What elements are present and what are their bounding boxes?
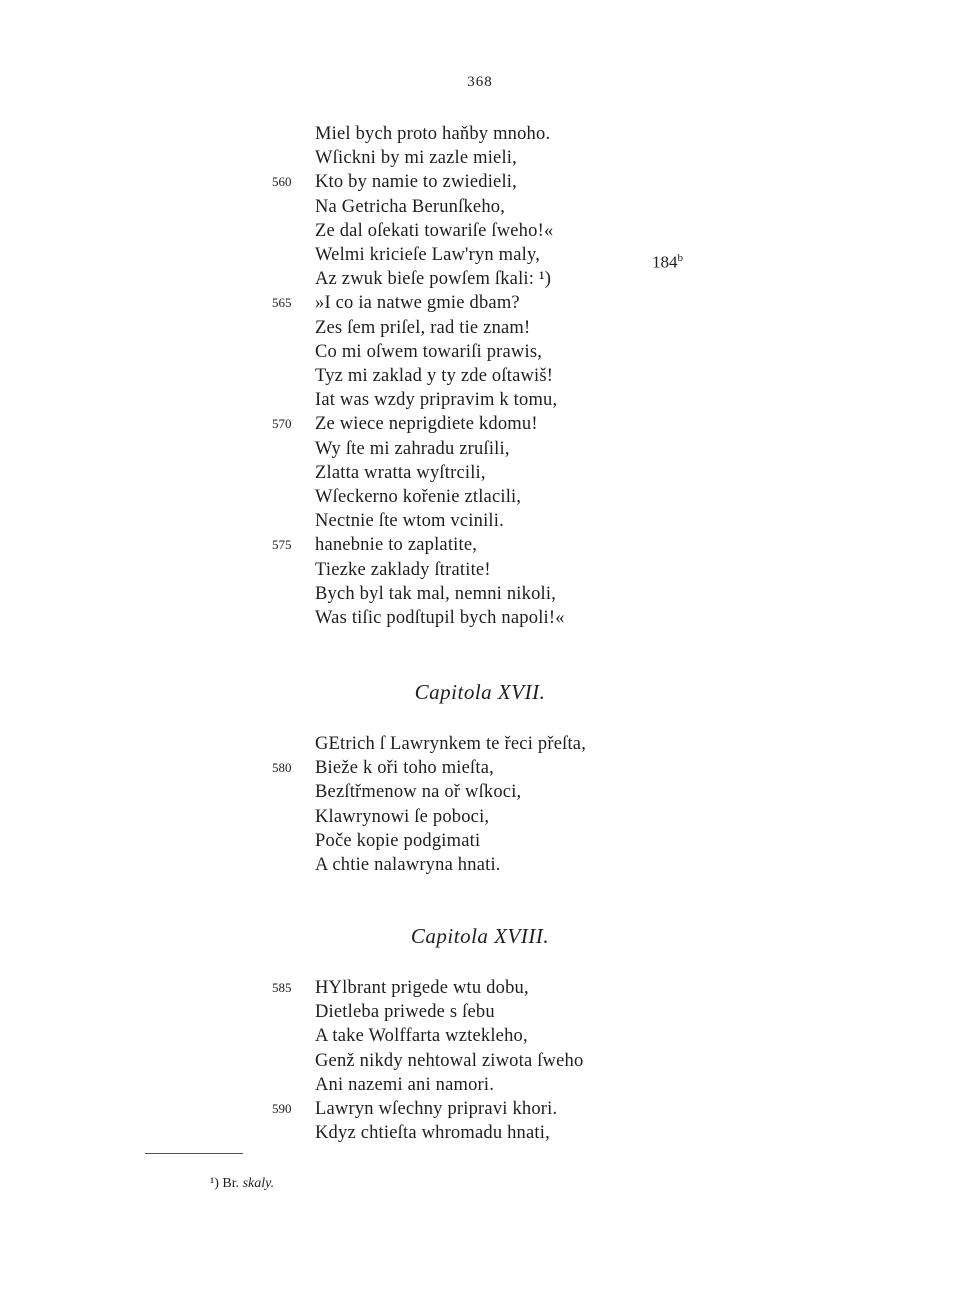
verse-text: hanebnie to zaplatite, (315, 535, 478, 556)
verse-line (0, 829, 960, 853)
verse-text: Lawryn wſechny pripravi khori. (315, 1099, 558, 1119)
verse-text: Miel bych proto haňby mnoho. (315, 124, 551, 144)
verse-line (0, 1024, 960, 1048)
verse-line (0, 976, 960, 1000)
verse-line (0, 780, 960, 804)
verse-text: Az zwuk bieſe powſem ſkali: ¹) (315, 269, 552, 290)
verse-text: Kto by namie to zwiedieli, (315, 172, 517, 193)
verse-line (0, 853, 960, 877)
verse-text: »I co ia natwe gmie dbam? (315, 293, 520, 314)
verse-line (0, 195, 960, 219)
verse-text: Na Getricha Berunſkeho, (315, 196, 506, 217)
verse-line (0, 606, 960, 630)
verse-line (0, 243, 960, 267)
chapter-heading: Capitola XVIII. (410, 924, 550, 948)
verse-text: Zlatta wratta wyſtrcili, (315, 462, 486, 483)
verse-line (0, 805, 960, 829)
verse-text: A take Wolffarta wztekleho, (315, 1026, 528, 1047)
verse-text: Wy ſte mi zahradu zruſili, (315, 438, 510, 459)
footnote-word: skaly. (242, 1176, 275, 1191)
verse-line (0, 756, 960, 780)
page-number: 368 (467, 74, 493, 90)
verse-line (0, 533, 960, 557)
verse-text: Ani nazemi ani namori. (315, 1074, 495, 1095)
verse-text: Bych byl tak mal, nemni nikoli, (315, 583, 557, 604)
line-number: 575 (272, 537, 292, 553)
verse-text: Klawrynowi ſe poboci, (315, 806, 490, 827)
verse-line (0, 146, 960, 170)
verse-text: Dietleba priwede s ſebu (315, 1002, 495, 1023)
footnote-prefix: ¹) Br. (210, 1176, 240, 1191)
verse-line (0, 340, 960, 364)
verse-text: Nectnie ſte wtom vcinili. (315, 511, 504, 532)
verse-text: Kdyz chtieſta whromadu hnati, (315, 1123, 550, 1144)
verse-line (0, 461, 960, 485)
verse-text: Poče kopie podgimati (315, 830, 481, 851)
verse-line (0, 1121, 960, 1145)
verse-line (0, 1073, 960, 1097)
verse-line (0, 485, 960, 509)
line-number: 580 (272, 760, 292, 776)
verse-line (0, 1049, 960, 1073)
verse-line (0, 1097, 960, 1121)
verse-text: Zes ſem priſel, rad tie znam! (315, 317, 531, 338)
verse-text: A chtie nalawryna hnati. (315, 855, 501, 875)
verse-line (0, 364, 960, 388)
verse-text: Wſickni by mi zazle mieli, (315, 148, 517, 169)
verse-text: Ze dal oſekati towariſe ſweho!« (315, 220, 554, 241)
verse-line (0, 1000, 960, 1024)
footnote (210, 1176, 274, 1192)
verse-line (0, 170, 960, 194)
verse-line (0, 388, 960, 412)
verse-line (0, 316, 960, 340)
verse-line (0, 582, 960, 606)
verse-line (0, 122, 960, 146)
verse-line (0, 267, 960, 291)
verse-line (0, 732, 960, 756)
verse-line (0, 291, 960, 315)
verse-line (0, 219, 960, 243)
line-number: 590 (272, 1101, 292, 1116)
verse-text: HYlbrant prigede wtu dobu, (315, 978, 529, 998)
line-number: 585 (272, 980, 292, 995)
chapter-heading: Capitola XVII. (414, 680, 546, 704)
verse-text: Co mi oſwem towariſi prawis, (315, 341, 543, 362)
verse-text: Tyz mi zaklad y ty zde oſtawiš! (315, 366, 554, 386)
verse-text: GEtrich ſ Lawrynkem te řeci přeſta, (315, 734, 587, 754)
verse-text: Bieže k oři toho mieſta, (315, 758, 494, 779)
margin-note-sup: b (677, 252, 683, 264)
verse-line (0, 509, 960, 533)
verse-text: Welmi kricieſe Law'ryn maly, (315, 245, 541, 265)
verse-line (0, 437, 960, 461)
verse-text: Iat was wzdy pripravim k tomu, (315, 390, 558, 411)
verse-text: Ze wiece neprigdiete kdomu! (315, 414, 538, 435)
verse-line (0, 558, 960, 582)
line-number: 570 (272, 416, 292, 432)
verse-text: Was tiſic podſtupil bych napoli!« (315, 608, 565, 628)
margin-note-main: 184 (652, 252, 678, 272)
verse-text: Bezſtřmenow na oř wſkoci, (315, 782, 522, 803)
verse-text: Tiezke zaklady ſtratite! (315, 559, 491, 580)
verse-text: Wſeckerno kořenie ztlacili, (315, 487, 522, 507)
verse-line (0, 412, 960, 436)
verse-text: Genž nikdy nehtowal ziwota ſweho (315, 1050, 584, 1071)
footnote-rule (145, 1153, 243, 1154)
line-number: 560 (272, 174, 292, 190)
line-number: 565 (272, 295, 292, 311)
